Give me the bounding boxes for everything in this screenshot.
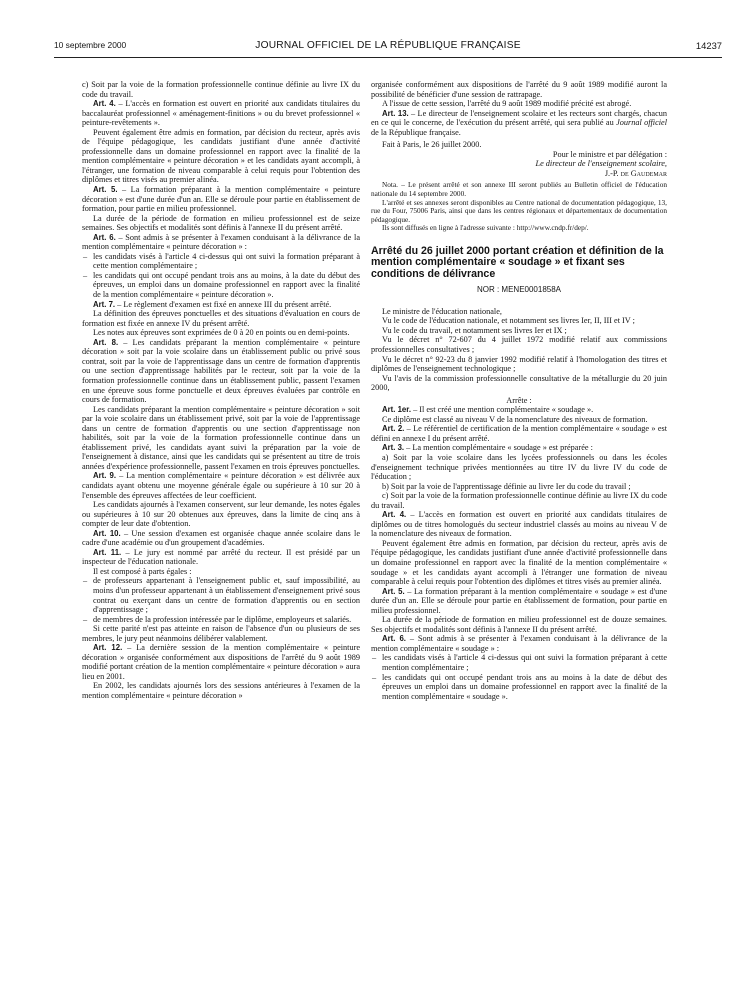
paragraph: La durée de la période de formation en milieu professionnel est de douze semaines. Ses objectifs et modalités sont définis à l'annexe II du présent arrêté. bbox=[371, 615, 667, 634]
paragraph: La définition des épreuves ponctuelles et des situations d'évaluation en cours de formation est fixée en annexe IV du présent arrêté. bbox=[82, 309, 360, 328]
header-date: 10 septembre 2000 bbox=[54, 40, 127, 50]
article-label: Art. 6. bbox=[93, 232, 116, 242]
nota-block bbox=[371, 181, 667, 233]
article-label: Art. 5. bbox=[382, 586, 405, 596]
signature-line bbox=[371, 159, 667, 169]
nor-reference: NOR : MENE0001858A bbox=[476, 285, 562, 295]
list-item: – de professeurs appartenant à l'enseignement public et, sauf impossibilité, au moins d'un professeur appartenant à un établissement d'enseignement privé sous contrat ou exerçant dans un centre de formation d'apprentis ou en section d'apprentissage ; bbox=[82, 576, 360, 614]
page-number: 14237 bbox=[695, 40, 722, 51]
paragraph: Si cette parité n'est pas atteinte en raison de l'absence d'un ou plusieurs de ses membres, le jury peut néanmoins délibérer valablement. bbox=[82, 624, 360, 643]
paragraph: Peuvent également être admis en formation, par décision du recteur, après avis de l'équipe pédagogique, les candidats justifiant d'une année d'activité professionnelle dans un domaine professionnel en rapport avec la finalité de la mention complémentaire « peinture décoration » et les candidats ayant accompli, à l'étranger, une formation de niveau comparable à celui requis pour l'obtention des diplômes et titres visés au premier alinéa. bbox=[82, 127, 360, 185]
article-text: – L'accès en formation est ouvert en priorité aux candidats titulaires du baccalauréat professionnel « aménagement-finitions » ou du brevet professionnel « peinture-revêtements ». bbox=[82, 99, 360, 128]
visa: Vu le décret n° 92-23 du 8 janvier 1992 modifié relatif à l'homologation des titres et diplômes de l'enseignement technologique ; bbox=[371, 354, 667, 374]
paragraph: La durée de la période de formation en milieu professionnel est de seize semaines. Ses objectifs et modalités sont définis à l'annexe II du présent arrêté. bbox=[82, 213, 360, 233]
paragraph: Les candidats ajournés à l'examen conservent, sur leur demande, les notes égales ou supérieures à 10 sur 20 obtenues aux épreuves, dans la limite de cinq ans à compter de leur date d'obtention. bbox=[82, 500, 360, 529]
article-label: Art. 4. bbox=[382, 510, 407, 520]
article-6 bbox=[82, 233, 360, 252]
article-6b bbox=[371, 634, 667, 653]
article-text: – Il est créé une mention complémentaire « soudage ». bbox=[411, 405, 594, 415]
paragraph: organisée conformément aux dispositions de l'arrêté du 9 août 1989 modifié auront la possibilité de bénéficier d'une session de rattrapage. bbox=[371, 80, 667, 99]
article-2 bbox=[371, 424, 667, 443]
article-label: Art. 3. bbox=[382, 443, 405, 453]
article-7 bbox=[82, 300, 360, 310]
article-text: – Une session d'examen est organisée chaque année scolaire dans le cadre d'une académie ou d'un groupement d'académies. bbox=[82, 528, 361, 548]
article-text: – Sont admis à se présenter à l'examen conduisant à la délivrance de la mention complémentaire « soudage » : bbox=[371, 634, 667, 653]
visa: Vu le décret n° 72-607 du 4 juillet 1972 modifié relatif aux commissions professionnelles consultatives ; bbox=[371, 335, 667, 354]
nota-paragraph: Nota. – Le présent arrêté et son annexe III seront publiés au Bulletin officiel de l'éducation nationale du 14 septembre 2000. bbox=[371, 180, 667, 199]
article-label: Art. 1er. bbox=[382, 405, 412, 415]
paragraph: c) Soit par la voie de la formation professionnelle continue définie au livre IX du code du travail. bbox=[371, 491, 667, 510]
article-text: – La mention complémentaire « soudage » est préparée : bbox=[404, 443, 593, 453]
signature-line: Pour le ministre et par délégation : bbox=[552, 149, 667, 159]
nota-paragraph: Ils sont diffusés en ligne à l'adresse suivante : http://www.cndp.fr/dep/. bbox=[382, 223, 589, 233]
paragraph: Il est composé à parts égales : bbox=[93, 566, 192, 576]
article-13 bbox=[371, 109, 667, 138]
paragraph: Les notes aux épreuves sont exprimées de 0 à 20 en points ou en demi-points. bbox=[93, 328, 350, 338]
article-8 bbox=[82, 338, 360, 405]
signatory-name: J.-P. de Gaudemar bbox=[604, 168, 667, 178]
article-text: – L'accès en formation est ouvert en priorité aux candidats titulaires de diplômes ou de titres homologués du secteur industriel classés au moins au niveau V de la nomenclature des niveaux de formation. bbox=[371, 510, 667, 539]
article-11 bbox=[82, 548, 360, 567]
article-label: Art. 11. bbox=[93, 547, 122, 557]
visa: Vu le code du travail, et notamment ses livres Ier et IX ; bbox=[382, 325, 567, 335]
article-label: Art. 8. bbox=[93, 337, 119, 347]
visa: Vu l'avis de la commission professionnelle consultative de la métallurgie du 20 juin 2000, bbox=[371, 373, 667, 393]
article-3 bbox=[371, 443, 667, 453]
dash-list bbox=[82, 252, 360, 300]
article-4b bbox=[371, 510, 667, 539]
article-5b bbox=[371, 587, 667, 616]
article-10 bbox=[82, 529, 360, 548]
paragraph: Ce diplôme est classé au niveau V de la nomenclature des niveaux de formation. bbox=[382, 414, 648, 424]
article-text: – Le référentiel de certification de la mention complémentaire « soudage » est défini en annexe I du présent arrêté. bbox=[371, 424, 667, 443]
article-label: Art. 5. bbox=[93, 185, 118, 195]
arrete-heading: Arrête : bbox=[506, 395, 532, 405]
article-text: – Le directeur de l'enseignement scolaire et les recteurs sont chargés, chacun en ce qui le concerne, de l'exécution du présent arrêté, qui sera publié au bbox=[371, 108, 667, 128]
header-title: JOURNAL OFFICIEL DE LA RÉPUBLIQUE FRANÇAISE bbox=[255, 40, 521, 51]
article-12 bbox=[82, 643, 360, 681]
article-text: de la République française. bbox=[371, 127, 461, 137]
paragraph: a) Soit par la voie scolaire dans les lycées professionnels ou dans les écoles d'enseignement technique privées mentionnées au titre IV du livre IV du code de l'éducation ; bbox=[371, 453, 667, 482]
dash-list bbox=[82, 576, 360, 624]
article-label: Art. 10. bbox=[93, 528, 121, 538]
decree-title: Arrêté du 26 juillet 2000 portant création et définition de la mention complémentaire « soudage » et fixant ses conditions de délivrance bbox=[371, 245, 664, 280]
article-text: – Le jury est nommé par arrêté du recteur. Il est présidé par un inspecteur de l'éducation nationale. bbox=[82, 547, 360, 567]
right-column bbox=[371, 80, 667, 980]
paragraph: c) Soit par la voie de la formation professionnelle continue définie au livre IX du code du travail. bbox=[82, 80, 360, 99]
paragraph: b) Soit par la voie de l'apprentissage définie au livre Ier du code du travail ; bbox=[382, 481, 631, 491]
header-rule bbox=[54, 57, 722, 58]
article-5 bbox=[82, 185, 360, 214]
article-label: Art. 7. bbox=[93, 299, 116, 309]
article-9 bbox=[82, 471, 360, 500]
list-item: – les candidats visés à l'article 4 ci-dessus qui ont suivi la formation préparant à cette mention complémentaire ; bbox=[82, 252, 360, 271]
article-text: – Le règlement d'examen est fixé en annexe III du présent arrêté. bbox=[115, 299, 332, 309]
article-label: Art. 6. bbox=[382, 634, 406, 644]
article-label: Art. 13. bbox=[382, 108, 409, 118]
article-1 bbox=[371, 405, 667, 415]
article-text: – La formation préparant à la mention complémentaire « soudage » est d'une durée d'un an. Elle se déroule pour partie en établissement de formation, pour partie en milieu professionnel. bbox=[371, 586, 667, 615]
article-label: Art. 4. bbox=[93, 99, 116, 109]
article-text: – La mention complémentaire « peinture décoration » est délivrée aux candidats ayant obtenu une moyenne générale égale ou supérieure à 10 sur 20 à l'ensemble des épreuves affectées de leur coefficient. bbox=[82, 471, 360, 500]
signature-block bbox=[371, 150, 667, 179]
paragraph: A l'issue de cette session, l'arrêté du 9 août 1989 modifié précité est abrogé. bbox=[382, 99, 632, 109]
dash-list bbox=[371, 653, 667, 701]
article-text: – La formation préparant à la mention complémentaire « peinture décoration » est d'une durée d'un an. Elle se déroule pour partie en établissement de formation, pour partie en milieu professionnel. bbox=[82, 185, 360, 214]
list-item: – de membres de la profession intéressée par le diplôme, employeurs et salariés. bbox=[82, 615, 360, 625]
visa: Vu le code de l'éducation nationale, et notamment ses livres Ier, II, III et IV ; bbox=[382, 316, 635, 326]
paragraph: Le ministre de l'éducation nationale, bbox=[382, 306, 502, 316]
article-text: – Les candidats préparant la mention complémentaire « peinture décoration » soit par la voie scolaire dans un établissement public ou privé sous contrat, soit par la voie de l'apprentissage dans un centre de formation d'apprentis ou une section d'apprentissage habilités par le recteur, soit par la voie de la formation professionnelle continue dans un établissement public, passent l'examen en une épreuve sous forme ponctuelle et deux épreuves évaluées par contrôle en cours de formation. bbox=[82, 337, 360, 405]
signature-role: Le directeur de l'enseignement scolaire, bbox=[535, 159, 667, 169]
article-label: Art. 2. bbox=[382, 424, 405, 434]
article-4 bbox=[82, 99, 360, 128]
page-header bbox=[54, 40, 722, 56]
paragraph: Peuvent également être admis en formation, par décision du recteur, après avis de l'équipe pédagogique, les candidats justifiant d'une année d'activité professionnelle dans un domaine professionnel en rapport avec la finalité de la mention complémentaire « soudage » et les candidats ayant accompli à l'étranger une formation de niveau comparable à celui requis pour l'obtention des diplômes et titres visés au premier alinéa. bbox=[371, 538, 667, 587]
article-label: Art. 9. bbox=[93, 471, 117, 481]
fait-a: Fait à Paris, le 26 juillet 2000. bbox=[382, 140, 482, 150]
list-item: – les candidats qui ont occupé pendant trois ans au moins, à la date du début des épreuves, un emploi dans un domaine professionnel en rapport avec la finalité de la mention complémentaire « peinture décoration ». bbox=[82, 271, 360, 300]
nota-paragraph: L'arrêté et ses annexes seront disponibles au Centre national de documentation pédagogique, 13, rue du Four, 75006 Paris, ainsi que dans les centres régionaux et départementaux de documentation pédagogique. bbox=[371, 197, 667, 224]
list-item: – les candidats qui ont occupé pendant trois ans au moins à la date de début des épreuves un emploi dans un domaine professionnel en rapport avec la finalité de la mention complémentaire « soudage ». bbox=[371, 673, 667, 702]
paragraph: En 2002, les candidats ajournés lors des sessions antérieures à l'examen de la mention complémentaire « peinture décoration » bbox=[82, 681, 360, 700]
article-text: – Sont admis à se présenter à l'examen conduisant à la délivrance de la mention complémentaire « peinture décoration » : bbox=[82, 232, 360, 252]
left-column bbox=[82, 80, 360, 980]
paragraph: Les candidats préparant la mention complémentaire « peinture décoration » soit par la voie scolaire dans un établissement privé, soit par la voie de l'apprentissage dans un centre de formation d'apprentis ou une section d'apprentissage non habilités, soit par la voie de la formation professionnelle continue dans un établissement privé, les candidats ayant suivi la préparation par la voie de l'enseignement à distance, ainsi que les candidats qui se présentent au titre de trois années d'expérience professionnelle, passent l'examen en trois épreuves ponctuelles. bbox=[82, 404, 360, 471]
list-item: – les candidats visés à l'article 4 ci-dessus qui ont suivi la formation préparant à cette mention complémentaire ; bbox=[371, 653, 667, 672]
article-text: – La dernière session de la mention complémentaire « peinture décoration » organisée conformément aux dispositions de l'arrêté du 9 août 1989 modifié portant création de la mention complémentaire « peinture décoration » aura lieu en 2001. bbox=[82, 643, 361, 681]
journal-title: Journal officiel bbox=[616, 118, 667, 128]
article-label: Art. 12. bbox=[93, 643, 123, 653]
